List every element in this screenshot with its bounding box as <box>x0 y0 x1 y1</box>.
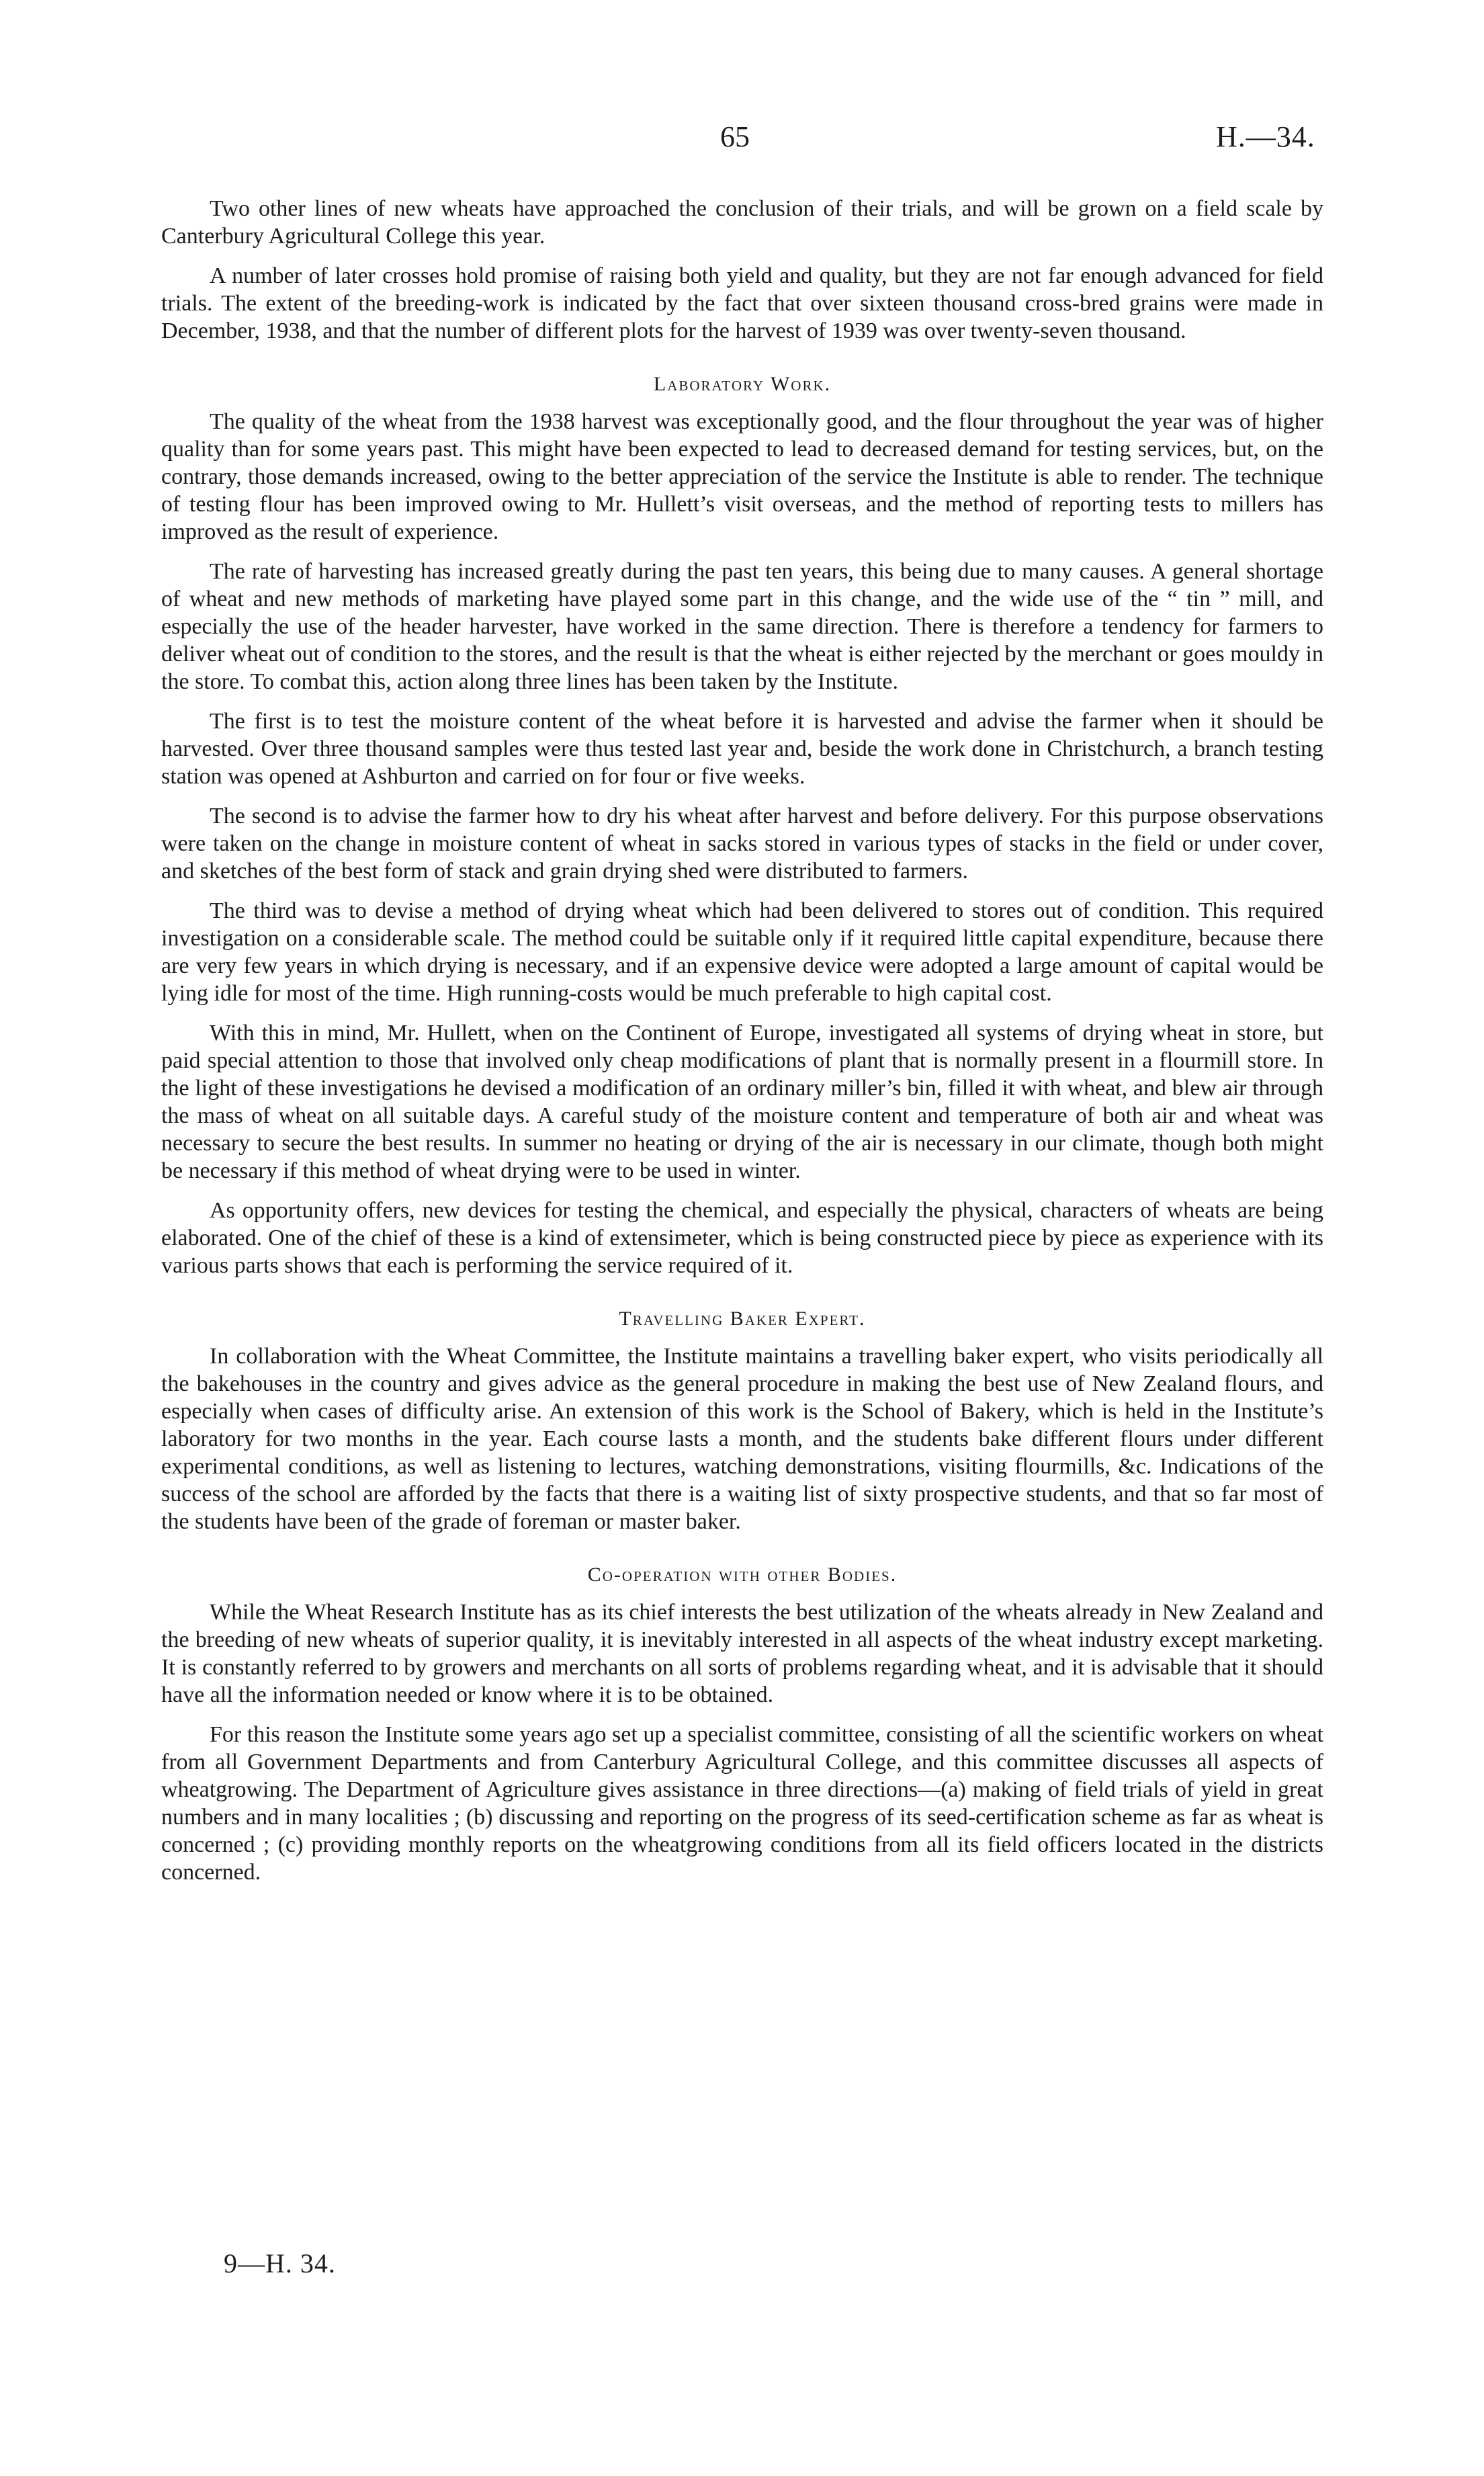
paragraph: Two other lines of new wheats have approached the conclusion of their trials, and will be grown on a field scale by Canterbury Agricultural College this year. <box>161 196 1323 249</box>
page-header <box>0 120 1484 160</box>
paragraph: The second is to advise the farmer how to dry his wheat after harvest and before delivery. For this purpose observations were taken on the change in moisture content of wheat in sacks stored in various types of stacks in the field or under cover, and sketches of the best form of stack and grain drying shed were distributed to farmers. <box>161 804 1323 884</box>
page-number: 65 <box>720 120 750 153</box>
section-heading: Travelling Baker Expert. <box>619 1308 866 1330</box>
report-code: H.—34. <box>1216 120 1315 153</box>
paragraph: A number of later crosses hold promise of raising both yield and quality, but they are not far enough advanced for field trials. The extent of the breeding-work is indicated by the fact that over sixteen thousand cross-bred grains were made in December, 1938, and that the number of different plots for the harvest of 1939 was over twenty-seven thousand. <box>161 263 1323 343</box>
paragraph: With this in mind, Mr. Hullett, when on the Continent of Europe, investigated all systems of drying wheat in store, but paid special attention to those that involved only cheap modifications of plant that is normally present in a flourmill store. In the light of these investigations he devised a modification of an ordinary miller’s bin, filled it with wheat, and blew air through the mass of wheat on all suitable days. A careful study of the moisture content and temperature of both air and wheat was necessary to secure the best results. In summer no heating or drying of the air is necessary in our climate, though both might be necessary if this method of wheat drying were to be used in winter. <box>161 1021 1323 1183</box>
paragraph: The first is to test the moisture content of the wheat before it is harvested and advise the farmer when it should be harvested. Over three thousand samples were thus tested last year and, beside the work done in Christchurch, a branch testing station was opened at Ashburton and carried on for four or five weeks. <box>161 709 1323 789</box>
footer-code: 9—H. 34. <box>224 2248 336 2278</box>
paragraph: In collaboration with the Wheat Committee, the Institute maintains a travelling baker expert, who visits periodically all the bakehouses in the country and gives advice as the general procedure in making the best use of New Zealand flours, and especially when cases of difficulty arise. An extension of this work is the School of Bakery, which is held in the Institute’s laboratory for two months in the year. Each course lasts a month, and the students bake different flours under different experimental conditions, as well as listening to lectures, watching demonstrations, visiting flourmills, &c. Indications of the success of the school are afforded by the facts that there is a waiting list of sixty prospective students, and that so far most of the students have been of the grade of foreman or master baker. <box>161 1344 1323 1534</box>
section-wheat-breeding <box>161 195 1323 345</box>
paragraph: While the Wheat Research Institute has as its chief interests the best utilization of the wheats already in New Zealand and the breeding of new wheats of superior quality, it is inevitably interested in all aspects of the wheat industry except marketing. It is constantly referred to by growers and merchants on all sorts of problems regarding wheat, and it is advisable that it should have all the information needed or know where it is to be obtained. <box>161 1600 1323 1707</box>
paragraph: The quality of the wheat from the 1938 harvest was exceptionally good, and the flour throughout the year was of higher quality than for some years past. This might have been expected to lead to decreased demand for testing services, but, on the contrary, those demands increased, owing to the better appreciation of the service the Institute is able to render. The technique of testing flour has been improved owing to Mr. Hullett’s visit overseas, and the method of reporting tests to millers has improved as the result of experience. <box>161 409 1323 544</box>
paragraph: The rate of harvesting has increased greatly during the past ten years, this being due to many causes. A general shortage of wheat and new methods of marketing have played some part in this change, and the wide use of the “ tin ” mill, and especially the use of the header harvester, have worked in the same direction. There is therefore a tendency for farmers to deliver wheat out of condition to the stores, and the result is that the wheat is either rejected by the merchant or goes mouldy in the store. To combat this, action along three lines has been taken by the Institute. <box>161 559 1323 694</box>
section-travelling-baker-expert <box>161 1308 1323 1535</box>
paragraph: For this reason the Institute some years ago set up a specialist committee, consisting of all the scientific workers on wheat from all Government Departments and from Canterbury Agricultural College, and this committee discusses all aspects of wheatgrowing. The Department of Agriculture gives assistance in three directions—(a) making of field trials of yield in great numbers and in many localities ; (b) discussing and reporting on the progress of its seed-certification scheme as far as wheat is concerned ; (c) providing monthly reports on the wheatgrowing conditions from all its field officers located in the districts concerned. <box>161 1722 1323 1885</box>
section-co-operation <box>161 1564 1323 1886</box>
section-heading: Co-operation with other Bodies. <box>587 1564 898 1586</box>
paragraph: The third was to devise a method of drying wheat which had been delivered to stores out of condition. This required investigation on a considerable scale. The method could be suitable only if it required little capital expenditure, because there are very few years in which drying is necessary, and if an expensive device were adopted a large amount of capital would be lying idle for most of the time. High running-costs would be much preferable to high capital cost. <box>161 898 1323 1006</box>
paragraph: As opportunity offers, new devices for testing the chemical, and especially the physical, characters of wheats are being elaborated. One of the chief of these is a kind of extensimeter, which is being constructed piece by piece as experience with its various parts shows that each is performing the service required of it. <box>161 1198 1323 1278</box>
section-laboratory-work <box>161 373 1323 1279</box>
section-heading: Laboratory Work. <box>653 373 832 395</box>
document-body <box>161 195 1323 1898</box>
